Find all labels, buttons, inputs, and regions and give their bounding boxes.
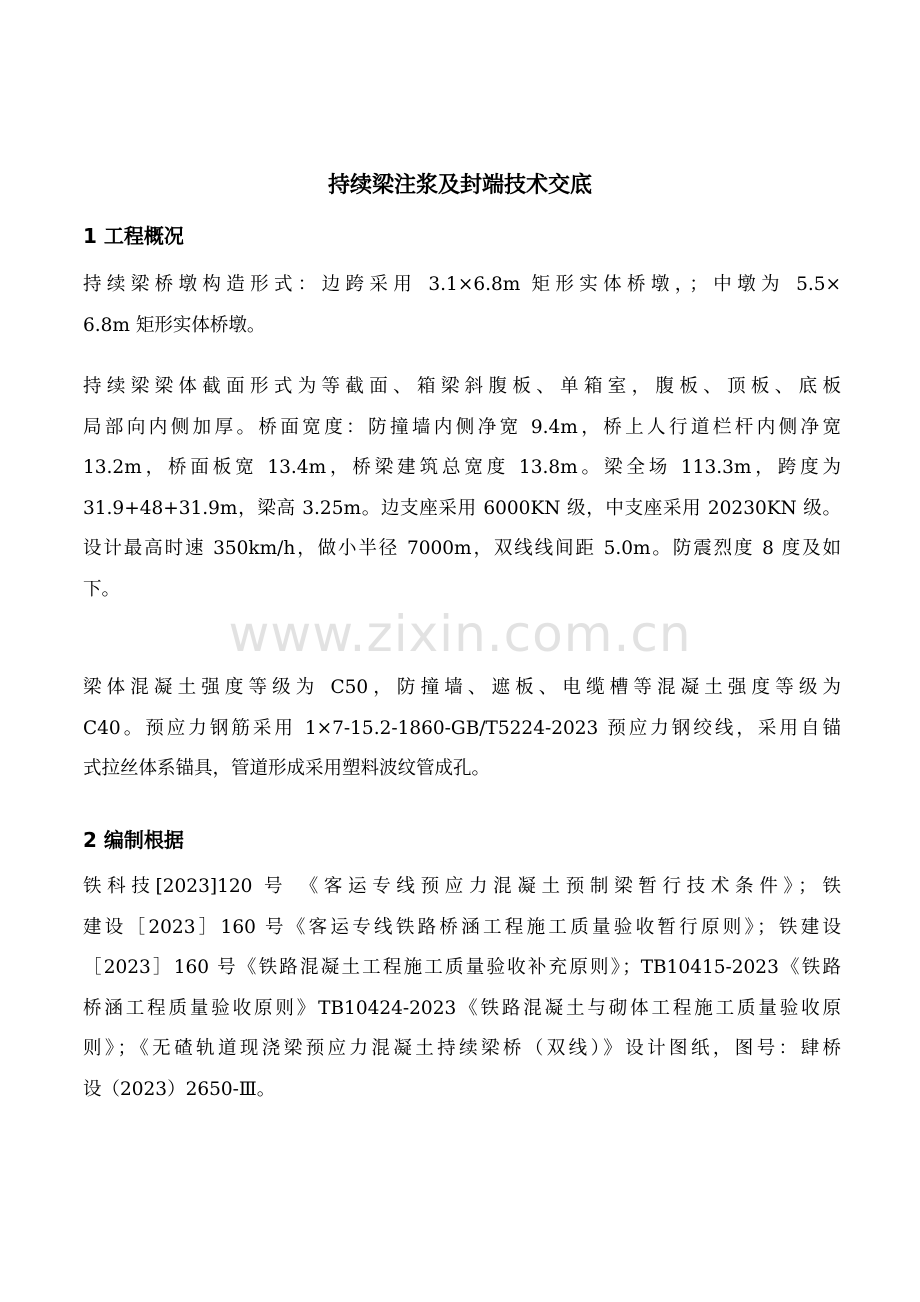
paragraph-line: 持续梁桥墩构造形式：边跨采用 3.1×6.8m 矩形实体桥墩，；中墩为 5.5× — [83, 274, 841, 295]
paragraph-line: 6.8m 矩形实体桥墩。 — [83, 314, 266, 336]
paragraph-pier-structure — [83, 265, 843, 346]
section-heading-overview: 1 工程概况 — [83, 224, 184, 248]
paragraph-line: 持续梁梁体截面形式为等截面、箱梁斜腹板、单箱室，腹板、顶板、底板 — [83, 376, 841, 397]
section-heading-basis: 2 编制根据 — [83, 828, 184, 852]
paragraph-line: 梁体混凝土强度等级为 C50，防撞墙、遮板、电缆槽等混凝土强度等级为 — [83, 677, 841, 698]
paragraph-line: 桥涵工程质量验收原则》TB10424-2023《铁路混凝土与砌体工程施工质量验收原 — [83, 997, 841, 1019]
paragraph-line: 设（2023）2650-Ⅲ。 — [83, 1078, 276, 1100]
paragraph-line: C40。预应力钢筋采用 1×7-15.2-1860-GB/T5224-2023 预应力钢绞线，采用自锚 — [83, 717, 841, 739]
paragraph-line: 13.2m，桥面板宽 13.4m，桥梁建筑总宽度 13.8m。梁全场 113.3m，跨度为 — [83, 457, 841, 478]
paragraph-line: ［2023］160 号《铁路混凝土工程施工质量验收补充原则》；TB10415-2023《铁路 — [83, 957, 841, 978]
paragraph-line: 式拉丝体系锚具，管道形成采用塑料波纹管成孔。 — [83, 758, 491, 779]
paragraph-line: 下。 — [83, 578, 121, 600]
paragraph-line: 铁科技[2023]120 号 《客运专线预应力混凝土预制梁暂行技术条件》；铁 — [83, 876, 841, 897]
paragraph-line: 31.9+48+31.9m，梁高 3.25m。边支座采用 6000KN 级，中支座采用 20230KN 级。 — [83, 497, 841, 519]
paragraph-beam-section — [83, 367, 843, 610]
paragraph-line: 设计最高时速 350km/h，做小半径 7000m，双线线间距 5.0m。防震烈度 8 度及如 — [83, 538, 841, 559]
paragraph-line: 建设［2023］160 号《客运专线铁路桥涵工程施工质量验收暂行原则》；铁建设 — [83, 916, 841, 938]
paragraph-line: 局部向内侧加厚。桥面宽度：防撞墙内侧净宽 9.4m，桥上人行道栏杆内侧净宽 — [83, 416, 841, 438]
document-title: 持续梁注浆及封端技术交底 — [327, 173, 592, 198]
watermark: www.zixin.com.cn — [228, 605, 692, 663]
paragraph-concrete-grade — [83, 668, 843, 790]
paragraph-basis-references — [83, 867, 843, 1110]
paragraph-line: 则》；《无碴轨道现浇梁预应力混凝土持续梁桥（双线）》设计图纸，图号：肆桥 — [83, 1038, 841, 1059]
